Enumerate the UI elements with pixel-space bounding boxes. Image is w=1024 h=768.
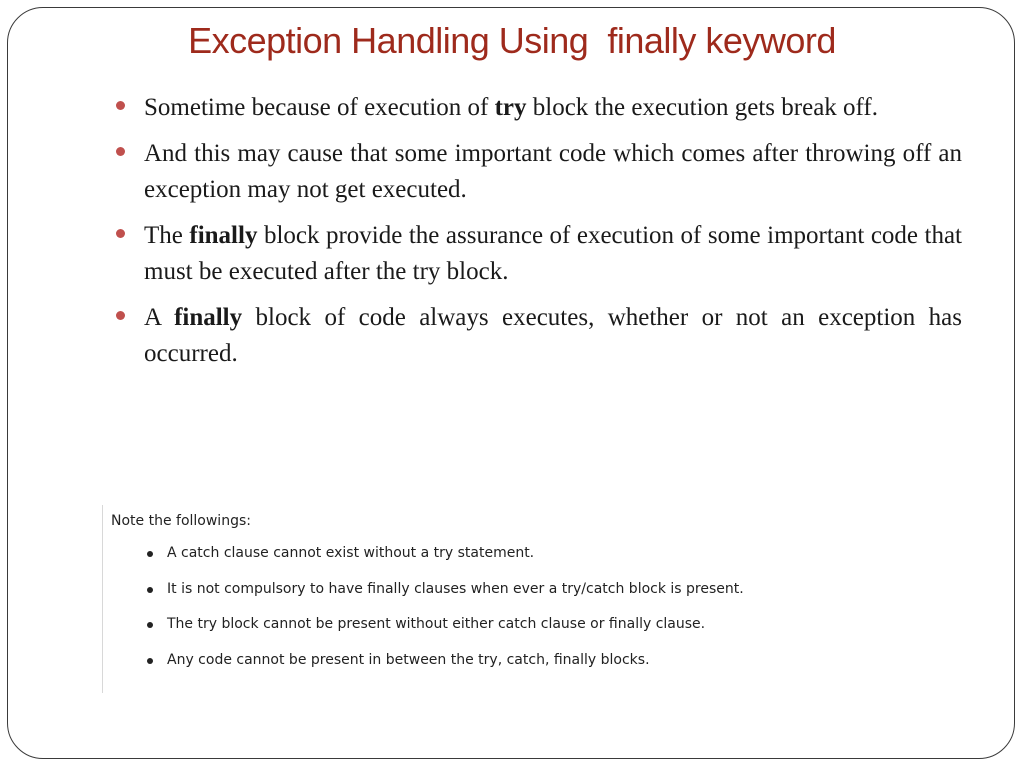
note-heading: Note the followings: bbox=[111, 513, 251, 529]
bullet-keyword: finally bbox=[174, 304, 243, 331]
bullet-icon bbox=[116, 147, 125, 156]
bullet-item bbox=[116, 300, 962, 372]
bullet-list bbox=[116, 90, 962, 382]
bullet-text-after: block provide the assurance of execution of some important code that must be executed after the try block. bbox=[144, 222, 963, 285]
note-list bbox=[147, 545, 744, 687]
bullet-keyword: finally bbox=[189, 222, 258, 249]
bullet-text-before: Sometime because of execution of bbox=[144, 94, 495, 121]
note-item bbox=[147, 652, 744, 688]
bullet-text-after: block of code always executes, whether or not an exception has occurred. bbox=[144, 304, 962, 367]
bullet-text-before: A bbox=[144, 304, 175, 331]
bullet-icon bbox=[116, 311, 125, 320]
note-item-text: The try block cannot be present without either catch clause or finally clause. bbox=[167, 616, 706, 632]
note-item-text: Any code cannot be present in between the try, catch, finally blocks. bbox=[167, 651, 650, 668]
note-item-text: A catch clause cannot exist without a try statement. bbox=[167, 545, 535, 561]
slide-title: Exception Handling Using finally keyword bbox=[188, 20, 836, 61]
bullet-icon bbox=[116, 101, 125, 110]
note-item-text: It is not compulsory to have finally clauses when ever a try/catch block is present. bbox=[167, 580, 744, 597]
note-bullet-icon bbox=[147, 587, 153, 593]
bullet-icon bbox=[116, 229, 125, 238]
bullet-item bbox=[116, 136, 962, 208]
note-bullet-icon bbox=[147, 551, 153, 557]
bullet-text-after: block the execution gets break off. bbox=[526, 94, 879, 121]
bullet-keyword: try bbox=[494, 94, 527, 121]
note-item bbox=[147, 616, 744, 652]
note-bullet-icon bbox=[147, 658, 153, 664]
bullet-text-before: And this may cause that some important code which comes after throwing off an exception may not get executed. bbox=[144, 140, 962, 203]
bullet-item bbox=[116, 218, 962, 290]
note-item bbox=[147, 581, 744, 617]
note-item bbox=[147, 545, 744, 581]
note-box bbox=[102, 505, 863, 693]
bullet-text-before: The bbox=[144, 222, 190, 249]
note-bullet-icon bbox=[147, 622, 153, 628]
bullet-item bbox=[116, 90, 962, 126]
